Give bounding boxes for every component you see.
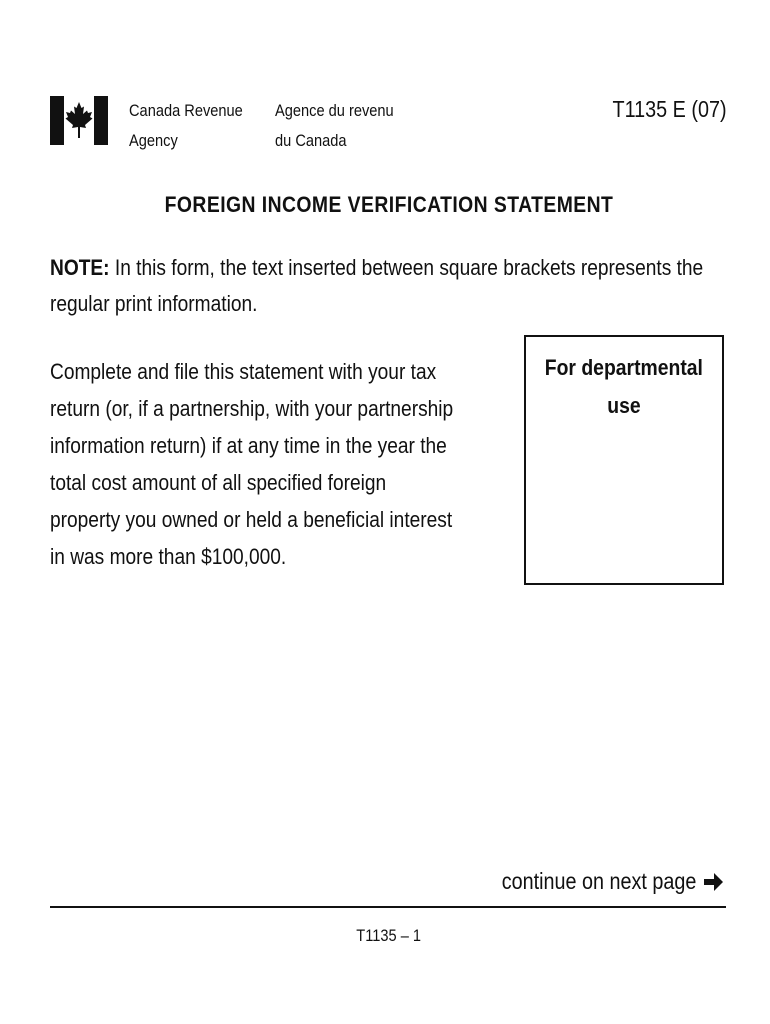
agency-en-line2: Agency [129,131,178,150]
page-number-text: T1135 – 1 [356,926,422,945]
page-title: FOREIGN INCOME VERIFICATION STATEMENT [164,192,614,217]
agency-fr-line1: Agence du revenu [275,101,394,120]
note-text: In this form, the text inserted between square brackets represents the regular print information. [50,255,704,316]
footer-divider [50,906,726,908]
instructions-line: information return) if at any time in the year the [50,433,447,458]
canada-flag-icon [50,96,108,145]
dept-label-line1: For departmental [544,355,704,380]
instructions-line: in was more than $100,000. [50,544,287,569]
form-id: T1135 E (07) [613,96,727,122]
continue-label: continue on next page [501,868,696,894]
instructions-line: property you owned or held a beneficial interest [50,507,453,532]
dept-label-line2: use [607,393,641,418]
instructions-paragraph [50,353,502,575]
instructions-line: total cost amount of all specified foreign [50,470,387,495]
agency-en-line1: Canada Revenue [129,101,243,120]
departmental-use-label [524,349,724,425]
agency-name-french [275,96,394,156]
continue-next-page-link[interactable] [470,868,724,895]
instructions-line: Complete and file this statement with your tax [50,359,437,384]
agency-name-english [129,96,243,156]
instructions-line: return (or, if a partnership, with your partnership [50,396,454,421]
note-paragraph [50,250,720,322]
agency-fr-line2: du Canada [275,131,347,150]
note-label: NOTE: [50,255,110,280]
page-number [0,926,770,946]
arrow-right-icon [702,871,724,893]
